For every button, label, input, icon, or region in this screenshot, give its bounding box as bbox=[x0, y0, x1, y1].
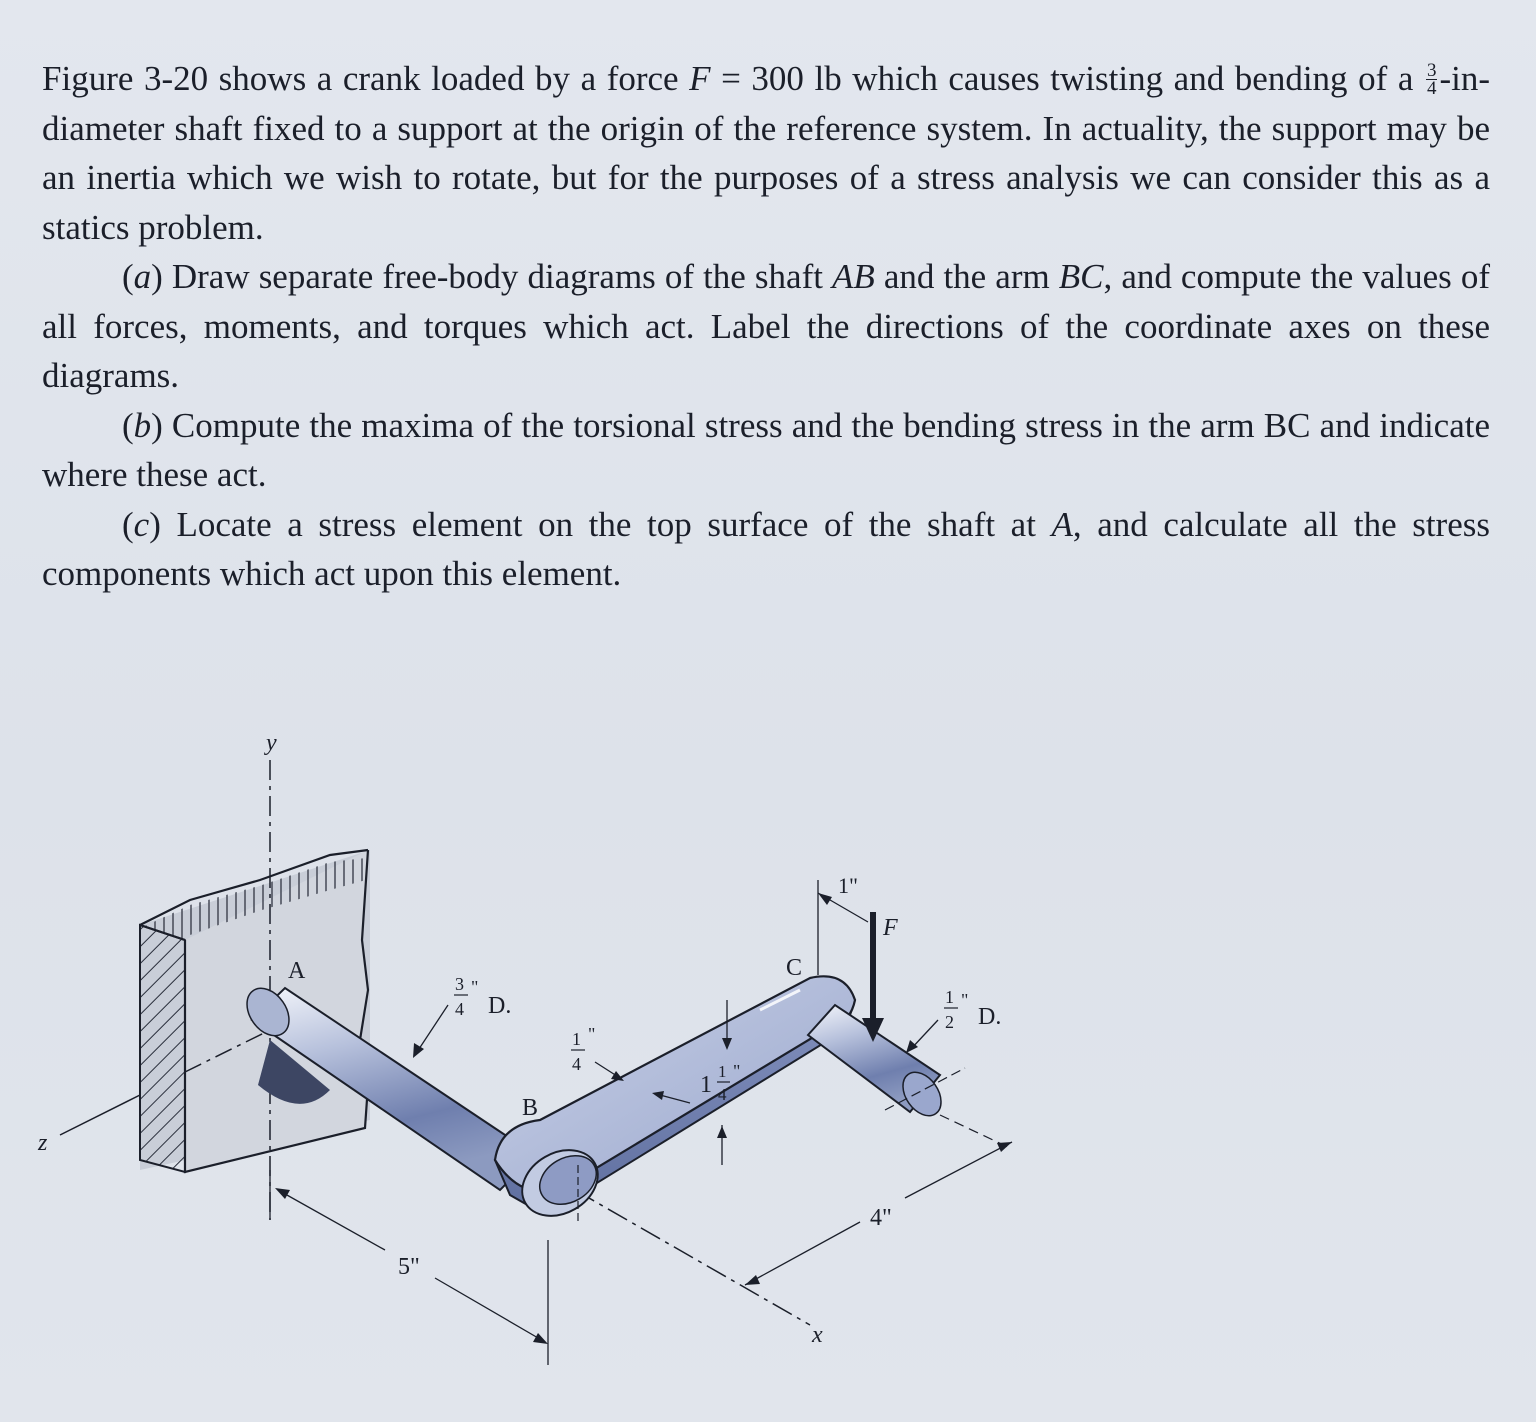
problem-statement bbox=[42, 54, 1490, 599]
x-axis bbox=[575, 1190, 823, 1348]
svg-text:D.: D. bbox=[488, 993, 512, 1019]
point-b-label: B bbox=[522, 1095, 539, 1121]
dim-5-inch bbox=[270, 1170, 548, 1365]
part-a: (a) Draw separate free-body diagrams of the shaft AB and the arm BC, and compute the values of all forces, moments, and torques which act. Label the directions of the coordinate axes on these diagrams. bbox=[42, 257, 1490, 395]
pin-diameter-callout bbox=[906, 987, 1001, 1053]
svg-text:": " bbox=[733, 1061, 741, 1081]
shaft-diameter-callout bbox=[413, 974, 511, 1058]
part-b: (b) Compute the maxima of the torsional stress and the bending stress in the arm BC and indicate where these act. bbox=[42, 405, 1490, 494]
x-axis-label: x bbox=[812, 1322, 823, 1348]
point-a-label: A bbox=[288, 958, 306, 984]
svg-text:1: 1 bbox=[718, 1062, 727, 1081]
svg-text:4: 4 bbox=[455, 999, 464, 1019]
crank-figure bbox=[0, 640, 1536, 1422]
svg-text:": " bbox=[961, 990, 969, 1010]
y-axis-label: y bbox=[266, 730, 277, 756]
part-c: (c) Locate a stress element on the top surface of the shaft at A, and calculate all the stress components which act upon this element. bbox=[42, 504, 1490, 593]
problem-intro: Figure 3-20 shows a crank loaded by a force F = 300 lb which causes twisting and bending of a $\frac{3}{4}$ -in-diameter shaft fixed to a support at the origin of the reference system. In actuality, the support may be an inertia which we wish to rotate, but for the purposes of a stress analysis we can consider this as a statics problem. bbox=[42, 59, 1490, 247]
arm-thickness-callout bbox=[571, 1024, 624, 1081]
svg-text:1: 1 bbox=[572, 1029, 581, 1049]
svg-text:1: 1 bbox=[945, 987, 954, 1007]
dim-4-inch bbox=[745, 1115, 1012, 1285]
svg-text:3: 3 bbox=[455, 974, 464, 994]
dim-1-inch bbox=[818, 873, 868, 975]
arm-bc bbox=[495, 976, 855, 1229]
shaft-fraction: $\frac{3}{4}$ bbox=[1426, 60, 1437, 100]
z-axis-label: z bbox=[38, 1130, 48, 1156]
svg-text:D.: D. bbox=[978, 1004, 1002, 1030]
svg-text:1: 1 bbox=[700, 1072, 712, 1098]
svg-text:": " bbox=[471, 977, 479, 997]
svg-text:4: 4 bbox=[718, 1085, 727, 1104]
svg-text:": " bbox=[588, 1024, 596, 1044]
force-f-arrow bbox=[862, 912, 898, 1042]
force-f-label: F bbox=[883, 915, 898, 941]
dim-4-label: 4" bbox=[870, 1205, 892, 1231]
dim-5-label: 5" bbox=[398, 1254, 420, 1280]
svg-text:2: 2 bbox=[945, 1012, 954, 1032]
point-c-label: C bbox=[786, 955, 803, 981]
dim-1-label: 1" bbox=[838, 873, 858, 898]
pin-c bbox=[808, 1005, 965, 1123]
svg-text:4: 4 bbox=[572, 1054, 581, 1074]
